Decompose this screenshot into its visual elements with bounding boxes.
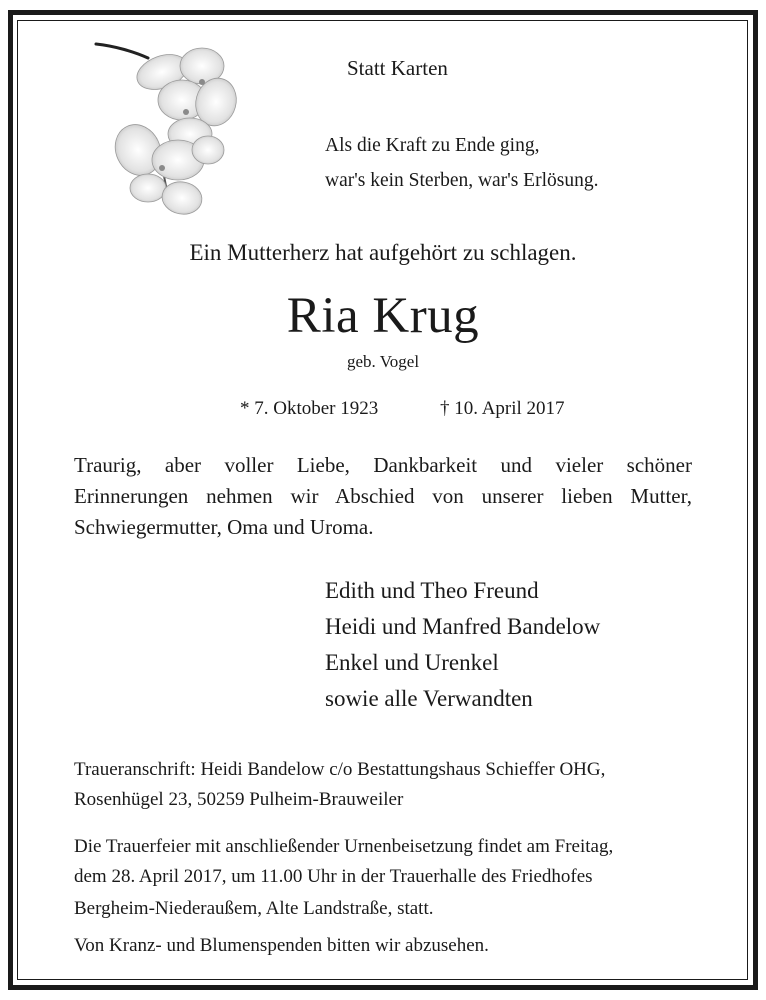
- farewell-message: [74, 450, 692, 543]
- message-line-2: Erinnerungen nehmen wir Abschied von unserer lieben Mutter,: [74, 484, 692, 508]
- closing-note: Von Kranz- und Blumenspenden bitten wir abzusehen.: [74, 935, 489, 956]
- address-line-2: Rosenhügel 23, 50259 Pulheim-Brauweiler: [74, 789, 404, 810]
- ceremony-line-1: Die Trauerfeier mit anschließender Urnenbeisetzung findet am Freitag,: [74, 836, 614, 857]
- statt-karten-heading: Statt Karten: [347, 56, 448, 80]
- family-member: Enkel und Urenkel: [325, 650, 499, 675]
- family-member: Heidi und Manfred Bandelow: [325, 614, 601, 639]
- death-date: † 10. April 2017: [440, 398, 565, 419]
- ceremony-line-2: dem 28. April 2017, um 11.00 Uhr in der Trauerhalle des Friedhofes: [74, 866, 593, 887]
- family-member: sowie alle Verwandten: [325, 686, 533, 711]
- deceased-name: Ria Krug: [286, 288, 480, 344]
- orchid-icon: [90, 38, 250, 228]
- message-line-1: Traurig, aber voller Liebe, Dankbarkeit und vieler schöner: [74, 453, 692, 477]
- ceremony-line-3: Bergheim-Niederaußem, Alte Landstraße, statt.: [74, 898, 434, 919]
- address-line-1: Traueranschrift: Heidi Bandelow c/o Bestattungshaus Schieffer OHG,: [74, 759, 606, 780]
- poem-line-1: Als die Kraft zu Ende ging,: [325, 135, 540, 156]
- family-member: Edith und Theo Freund: [325, 578, 539, 603]
- message-line-3: Schwiegermutter, Oma und Uroma.: [74, 515, 374, 539]
- maiden-name: geb. Vogel: [346, 352, 420, 371]
- poem-line-2: war's kein Sterben, war's Erlösung.: [325, 170, 599, 191]
- birth-date: * 7. Oktober 1923: [240, 398, 379, 419]
- intro-line: Ein Mutterherz hat aufgehört zu schlagen.: [189, 240, 577, 265]
